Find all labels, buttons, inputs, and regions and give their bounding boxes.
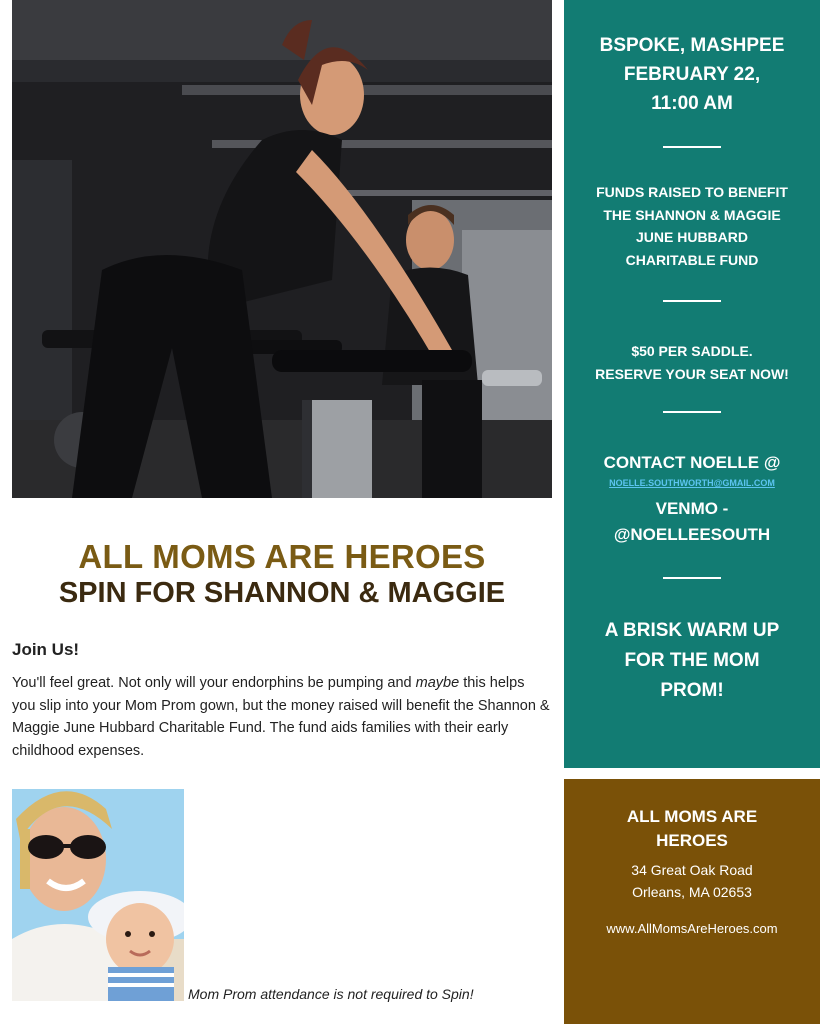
event-subtitle: SPIN FOR SHANNON & MAGGIE <box>58 577 506 609</box>
warmup-text <box>564 616 820 706</box>
contact-heading: CONTACT NOELLE @ <box>603 453 781 472</box>
event-title: ALL MOMS ARE HEROES <box>78 538 486 575</box>
spin-class-photo <box>12 0 552 498</box>
warmup-line-3: PROM! <box>660 680 724 701</box>
organization-website-link[interactable]: www.AllMomsAreHeroes.com <box>606 921 778 936</box>
event-time: 11:00 AM <box>651 93 733 114</box>
join-heading: Join Us! <box>12 640 80 659</box>
organization-name-line-1: ALL MOMS ARE <box>626 807 758 826</box>
event-location: BSPOKE, MASHPEE <box>599 35 785 56</box>
divider <box>663 577 721 579</box>
description-part-1: You'll feel great. Not only will your endorphins be pumping and <box>12 675 416 691</box>
divider <box>663 300 721 302</box>
organization-panel <box>564 779 820 1024</box>
price-info <box>564 340 820 385</box>
organization-name <box>564 805 820 853</box>
funds-line-4: CHARITABLE FUND <box>625 251 759 268</box>
divider <box>663 411 721 413</box>
funds-line-2: THE SHANNON & MAGGIE <box>603 206 781 223</box>
funds-info <box>564 181 820 271</box>
photo-caption: Mom Prom attendance is not required to Spin! <box>188 986 474 1002</box>
divider <box>663 146 721 148</box>
description-paragraph <box>12 672 550 762</box>
funds-line-3: JUNE HUBBARD <box>635 229 748 245</box>
address-line-2: Orleans, MA 02653 <box>632 884 752 900</box>
price-line-2: RESERVE YOUR SEAT NOW! <box>595 365 789 382</box>
venmo-label: VENMO - <box>655 499 729 518</box>
address-line-1: 34 Great Oak Road <box>631 862 753 878</box>
event-details-panel <box>564 0 820 768</box>
organization-name-line-2: HEROES <box>656 831 728 850</box>
price-line-1: $50 PER SADDLE. <box>631 343 753 359</box>
contact-email-link[interactable]: NOELLE.SOUTHWORTH@GMAIL.COM <box>609 478 775 488</box>
description-part-2: this helps you slip into your Mom Prom gown, but the money raised will benefit the Shannon & Maggie June Hubbard Charitable Fund. The fund aids families with their early childhood expenses. <box>12 675 550 759</box>
mom-and-baby-photo <box>12 789 184 1001</box>
warmup-line-1: A BRISK WARM UP <box>604 620 780 641</box>
venmo-info <box>564 496 820 548</box>
description-emphasis: maybe <box>415 675 460 691</box>
organization-address <box>564 859 820 903</box>
venmo-handle: @NOELLEESOUTH <box>613 525 771 544</box>
event-info <box>564 31 820 118</box>
event-date: FEBRUARY 22, <box>623 64 761 85</box>
funds-line-1: FUNDS RAISED TO BENEFIT <box>596 184 788 200</box>
warmup-line-2: FOR THE MOM <box>624 650 760 671</box>
